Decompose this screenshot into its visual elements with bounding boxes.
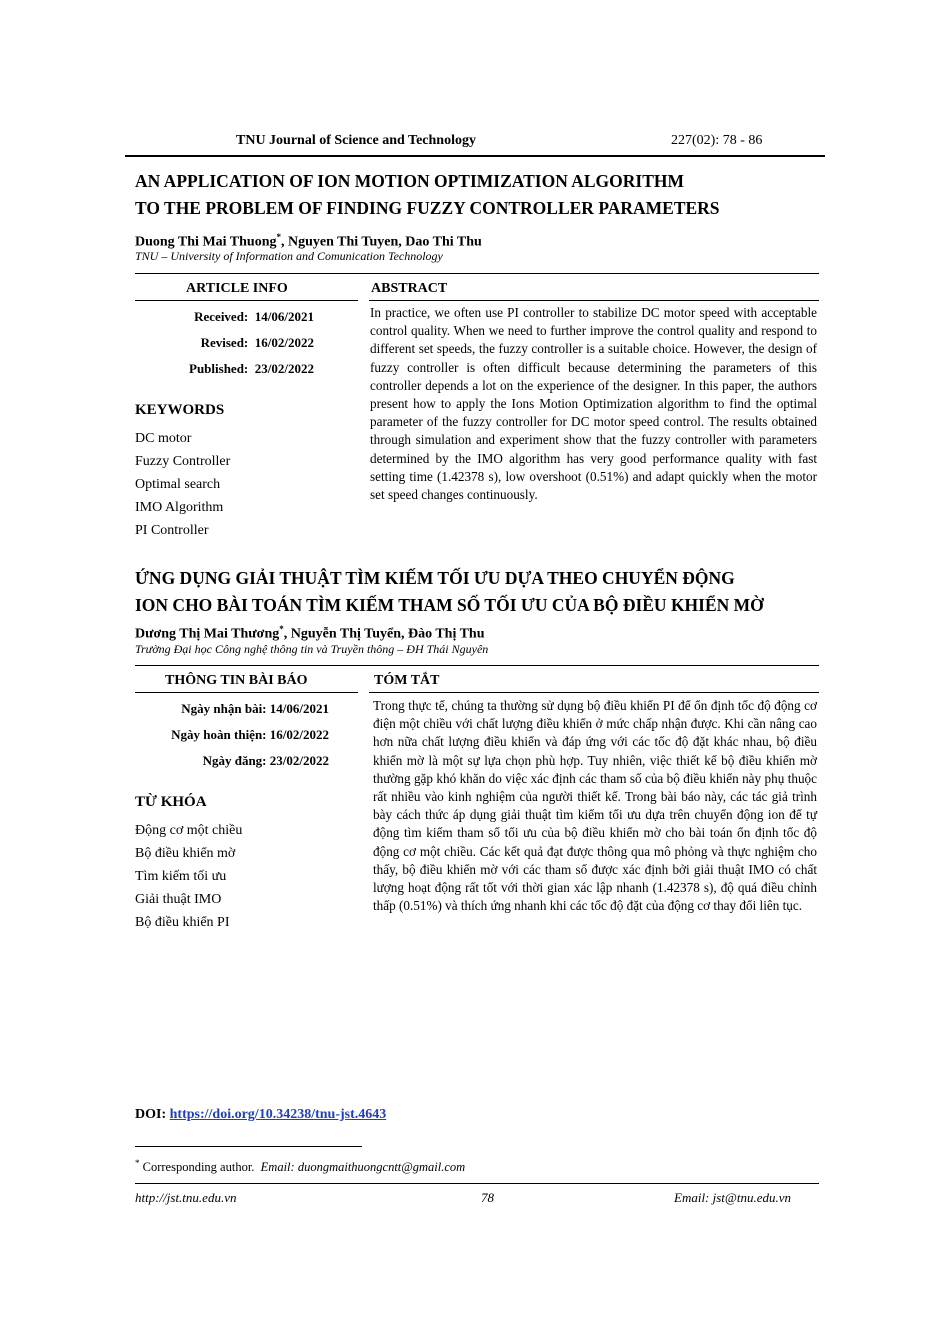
keywords-heading: KEYWORDS [135, 402, 225, 418]
keyword: Optimal search [135, 477, 221, 492]
abstract-text-vi: Trong thực tế, chúng ta thường sử dụng bộ điều khiển PI để ổn định tốc độ động cơ điện một chiều với chất lượng điều khiển ở mức chấp nhận được. Khi cần nâng cao hơn nữa chất lượng điều khiển và đáp ứng với các tốc độ đặt khác nhau, bộ điều khiển mờ là một sự lựa chọn phù hợp. Tuy nhiên, việc thiết kế bộ điều khiển mờ thường gặp khó khăn do việc xác định các tham số của bộ điều khiển này phụ thuộc rất nhiều vào kinh nghiệm của người thiết kế. Trong bài báo này, các tác giả trình bày cách thức áp dụng giải thuật tìm kiếm tối ưu dựa trên chuyển động ion để tự động tìm kiếm tham số tối ưu của bộ điều khiển mờ cho bài toán ổn định tốc độ động cơ một chiều. Các kết quả đạt được thông qua mô phỏng và thực nghiệm cho thấy, bộ điều khiển mờ với các tham số được xác định bởi giải thuật IMO có chất lượng hoạt động rất tốt với thời gian xác lập nhanh (1.42378 s), độ quá điều chỉnh thấp (0.51%) và thích ứng nhanh khi các tốc độ đặt của động cơ thay đổi liên tục. [373, 698, 817, 914]
abstract-text-en: In practice, we often use PI controller to stabilize DC motor speed with acceptable control quality. When we need to further improve the control quality and respond to different set speeds, the fuzzy controller is a suitable choice. However, the design of fuzzy controller is often difficult because determining the parameters of this controller depends a lot on the experience of the designer. In this paper, the authors present how to apply the Ions Motion Optimization algorithm to find the optimal parameter of the fuzzy controller for DC motor speed control. The results obtained through simulation and experiment show that the fuzzy controller with parameters determined by the IMO algorithm has very good performance quality with fast setting time (1.42378 s), low overshoot (0.51%) and adapt quickly when the motor set speed changes continuously. [370, 305, 817, 503]
keyword: Giải thuật IMO [135, 892, 222, 907]
footnote-label: Corresponding author. [142, 1160, 255, 1175]
corresponding-mark: * [279, 624, 284, 634]
keyword: DC motor [135, 431, 192, 446]
keyword: Bộ điều khiển mờ [135, 846, 236, 861]
paper-title-vi [135, 565, 835, 619]
corresponding-author-note [135, 1158, 465, 1175]
abstract-heading-vi: TÓM TẮT [374, 673, 440, 688]
date-value: 16/02/2022 [254, 335, 314, 350]
keyword: Động cơ một chiều [135, 823, 243, 838]
section-rule [135, 300, 358, 301]
received-date [134, 309, 314, 325]
date-value: 16/02/2022 [269, 727, 329, 742]
journal-name: TNU Journal of Science and Technology [236, 133, 476, 148]
date-label: Published: [189, 361, 249, 376]
footer-website[interactable]: http://jst.tnu.edu.vn [135, 1190, 237, 1205]
footnote-email: Email: duongmaithuongcntt@gmail.com [260, 1160, 466, 1175]
abstract-heading: ABSTRACT [371, 281, 448, 296]
author-names-rest: , Nguyễn Thị Tuyển, Đào Thị Thu [283, 626, 485, 642]
keyword: Bộ điều khiển PI [135, 915, 230, 930]
published-date-vi [98, 753, 329, 769]
corresponding-mark: * [276, 232, 281, 242]
keywords-heading-vi: TỪ KHÓA [135, 794, 207, 810]
keyword: PI Controller [135, 523, 209, 538]
footnote-rule [135, 1146, 362, 1147]
date-value: 14/06/2021 [269, 701, 329, 716]
keyword: Tìm kiếm tối ưu [135, 869, 227, 884]
doi-link[interactable]: https://doi.org/10.34238/tnu-jst.4643 [169, 1107, 387, 1122]
affiliation-vi: Trường Đại học Công nghệ thông tin và Truyền thông – ĐH Thái Nguyên [135, 642, 489, 656]
keyword: Fuzzy Controller [135, 454, 231, 469]
footer-rule [135, 1183, 819, 1184]
date-label: Revised: [200, 335, 249, 350]
section-rule [369, 300, 819, 301]
footer-email: Email: jst@tnu.edu.vn [674, 1190, 792, 1205]
author-names-rest: , Nguyen Thi Tuyen, Dao Thi Thu [281, 234, 482, 250]
footnote-mark: * [135, 1158, 140, 1168]
date-value: 23/02/2022 [269, 753, 329, 768]
affiliation-en: TNU – University of Information and Comunication Technology [135, 249, 443, 263]
issue-pages: 227(02): 78 - 86 [671, 133, 763, 148]
doi-label: DOI: [135, 1107, 167, 1122]
article-info-heading: ARTICLE INFO [186, 281, 288, 296]
date-value: 14/06/2021 [254, 309, 314, 324]
title-line: ION CHO BÀI TOÁN TÌM KIẾM THAM SỐ TỐI ƯU CỦA BỘ ĐIỀU KHIỂN MỜ [135, 595, 764, 615]
date-label: Received: [194, 309, 249, 324]
published-date [134, 361, 314, 377]
doi-line [135, 1107, 386, 1123]
date-value: 23/02/2022 [254, 361, 314, 376]
section-rule [135, 665, 819, 666]
author-name: Dương Thị Mai Thương [135, 626, 280, 642]
article-info-heading-vi: THÔNG TIN BÀI BÁO [165, 673, 308, 688]
section-rule [369, 692, 819, 693]
title-line: ỨNG DỤNG GIẢI THUẬT TÌM KIẾM TỐI ƯU DỰA THEO CHUYỂN ĐỘNG [135, 568, 735, 588]
authors-en [135, 232, 482, 251]
date-label: Ngày nhận bài: [181, 701, 267, 716]
authors-vi [135, 624, 485, 643]
date-label: Ngày hoàn thiện: [171, 727, 267, 742]
page-number: 78 [481, 1190, 494, 1205]
section-rule [135, 692, 358, 693]
keyword: IMO Algorithm [135, 500, 224, 515]
header-rule [125, 155, 825, 157]
received-date-vi [98, 701, 329, 717]
paper-title-en [135, 168, 835, 222]
revised-date-vi [98, 727, 329, 743]
author-name: Duong Thi Mai Thuong [135, 234, 277, 250]
section-rule [135, 273, 819, 274]
title-line: AN APPLICATION OF ION MOTION OPTIMIZATION ALGORITHM [135, 171, 685, 191]
revised-date [134, 335, 314, 351]
title-line: TO THE PROBLEM OF FINDING FUZZY CONTROLLER PARAMETERS [135, 198, 720, 218]
date-label: Ngày đăng: [202, 753, 267, 768]
